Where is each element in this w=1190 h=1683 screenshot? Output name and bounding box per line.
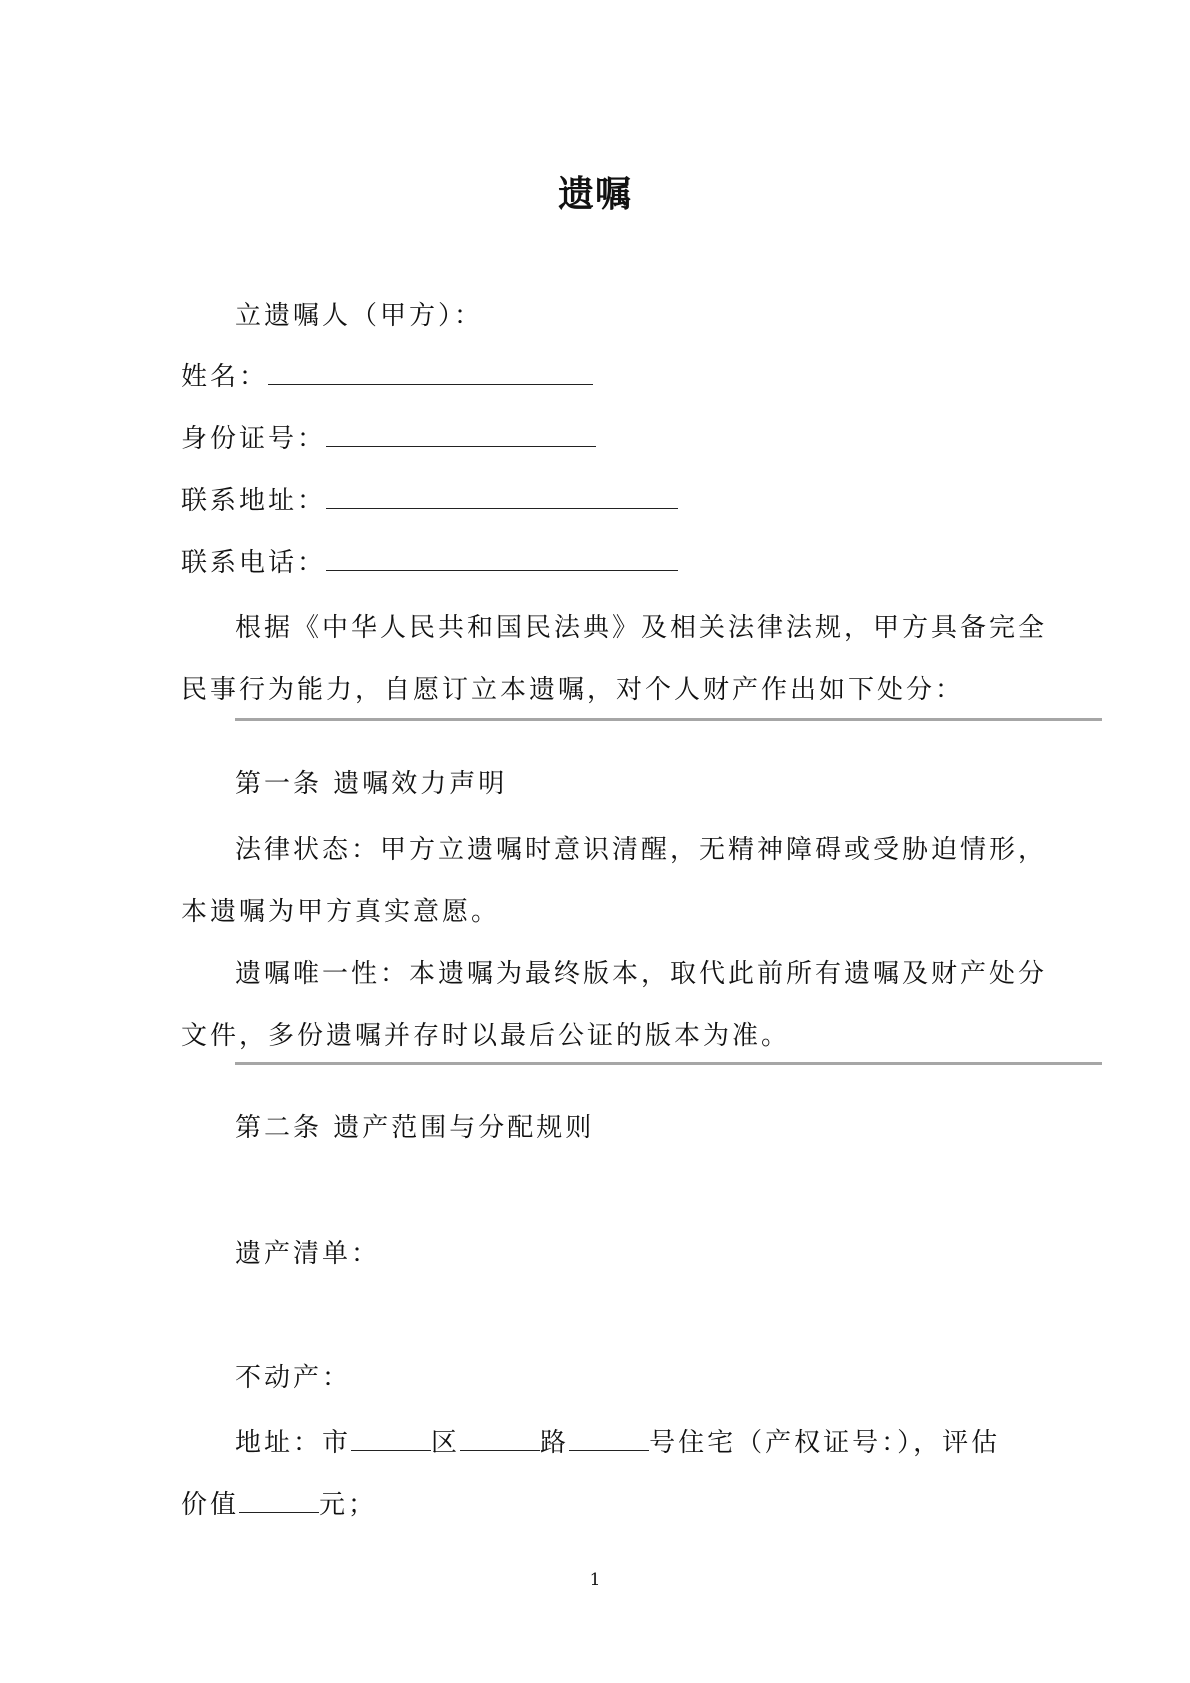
article1-heading: 第一条 遗嘱效力声明 [235, 769, 508, 799]
article1-legal-status-2: 本遗嘱为甲方真实意愿。 [181, 897, 501, 927]
road-suffix: 路 [540, 1428, 570, 1458]
section-divider-2 [235, 1062, 1102, 1065]
district-blank [351, 1426, 431, 1451]
address-tail: 号住宅（产权证号：），评估 [649, 1428, 1001, 1458]
phone-label: 联系电话： [181, 548, 327, 578]
article1-uniqueness-1: 遗嘱唯一性：本遗嘱为最终版本，取代此前所有遗嘱及财产处分 [235, 959, 1048, 989]
id-field [181, 422, 596, 455]
number-blank [569, 1426, 649, 1451]
phone-field [181, 546, 678, 579]
address-blank [326, 484, 678, 509]
real-estate-label: 不动产： [235, 1363, 352, 1393]
value-suffix: 元； [319, 1490, 378, 1520]
city-suffix: 市 [322, 1428, 352, 1458]
name-field [181, 360, 593, 393]
testator-heading: 立遗嘱人（甲方）： [235, 301, 484, 331]
preamble-line-2: 民事行为能力，自愿订立本遗嘱，对个人财产作出如下处分： [181, 675, 965, 705]
preamble-line-1: 根据《中华人民共和国民法典》及相关法律法规，甲方具备完全 [235, 613, 1048, 643]
district-suffix: 区 [431, 1428, 461, 1458]
page-number: 1 [589, 1570, 601, 1590]
address-field [181, 484, 678, 517]
name-label: 姓名： [181, 362, 269, 392]
address-prefix: 地址： [235, 1428, 323, 1458]
real-estate-value [181, 1488, 377, 1521]
value-blank [239, 1488, 319, 1513]
id-blank [326, 422, 596, 447]
id-label: 身份证号： [181, 424, 327, 454]
section-divider-1 [235, 718, 1102, 721]
phone-blank [326, 546, 678, 571]
road-blank [460, 1426, 540, 1451]
real-estate-address [235, 1426, 1000, 1459]
document-title: 遗嘱 [557, 173, 632, 215]
address-label: 联系地址： [181, 486, 327, 516]
article1-uniqueness-2: 文件，多份遗嘱并存时以最后公证的版本为准。 [181, 1021, 791, 1051]
estate-list-label: 遗产清单： [235, 1239, 381, 1269]
article1-legal-status-1: 法律状态：甲方立遗嘱时意识清醒，无精神障碍或受胁迫情形， [235, 835, 1048, 865]
article2-heading: 第二条 遗产范围与分配规则 [235, 1113, 595, 1143]
name-blank [268, 360, 593, 385]
value-prefix: 价值 [181, 1490, 240, 1520]
